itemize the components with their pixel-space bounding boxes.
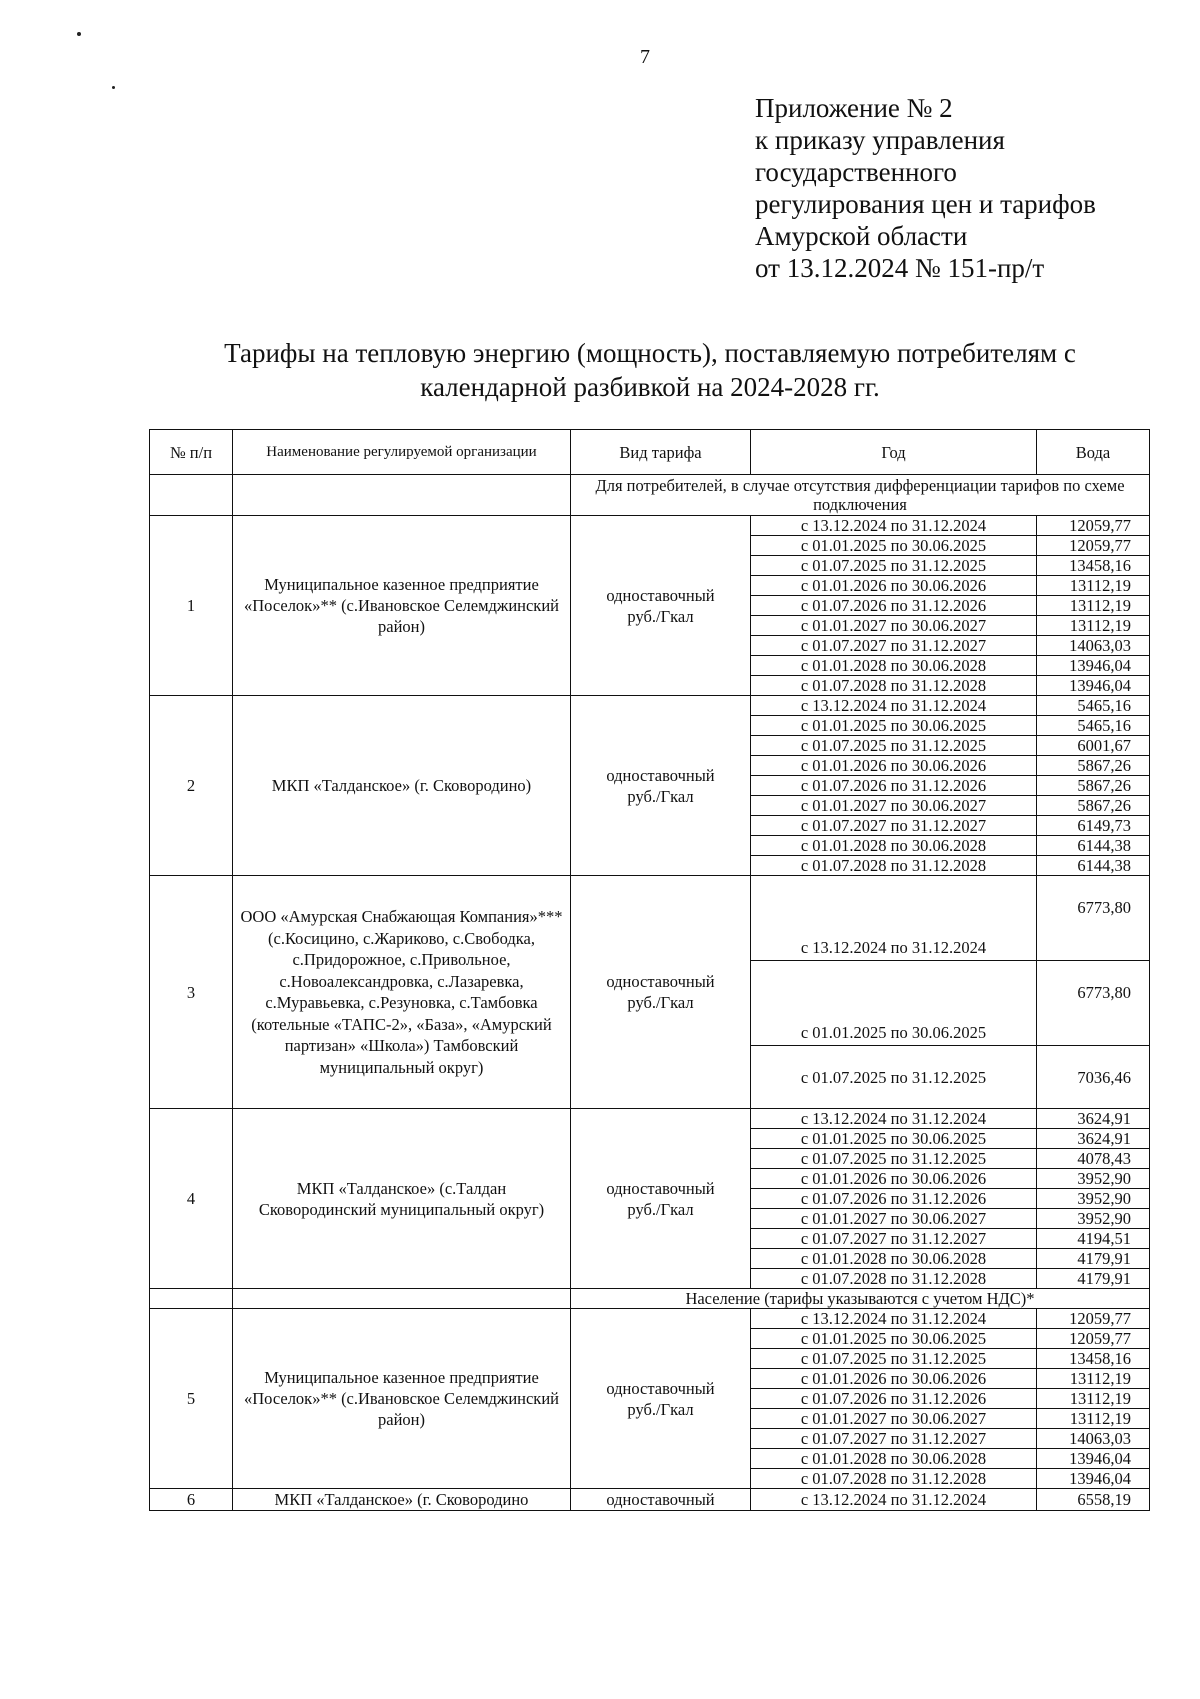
period-cell: с 01.01.2026 по 30.06.2026 [751,1369,1037,1389]
period-cell: с 01.01.2025 по 30.06.2025 [751,961,1037,1046]
tariff-table [149,429,1150,1511]
water-tariff-cell: 13946,04 [1037,656,1150,676]
water-tariff-cell: 13458,16 [1037,556,1150,576]
period-cell: с 13.12.2024 по 31.12.2024 [751,516,1037,536]
title-line: Тарифы на тепловую энергию (мощность), поставляемую потребителям с [224,338,1076,368]
water-tariff-cell: 13112,19 [1037,1389,1150,1409]
table-row [150,876,1150,961]
scan-speck [77,32,81,36]
water-tariff-cell: 4179,91 [1037,1249,1150,1269]
table-row [150,696,1150,716]
water-tariff-cell: 6144,38 [1037,856,1150,876]
table-row [150,516,1150,536]
water-tariff-cell: 5465,16 [1037,696,1150,716]
water-tariff-cell: 7036,46 [1037,1046,1150,1109]
title-line: календарной разбивкой на 2024-2028 гг. [420,372,880,402]
water-tariff-cell: 14063,03 [1037,636,1150,656]
appendix-line: к приказу управления [755,125,1005,155]
period-cell: с 01.01.2026 по 30.06.2026 [751,756,1037,776]
period-cell: с 01.07.2026 по 31.12.2026 [751,1189,1037,1209]
period-cell: с 01.07.2025 по 31.12.2025 [751,1046,1037,1109]
tariff-kind-label: одноставочный [606,1178,715,1198]
row-number-cell: 1 [150,516,233,696]
row-number-cell: 5 [150,1309,233,1489]
organization-cell: Муниципальное казенное предприятие «Поселок»** (с.Ивановское Селемджинский район) [233,1309,571,1489]
water-tariff-cell: 12059,77 [1037,1329,1150,1349]
water-tariff-cell: 13112,19 [1037,576,1150,596]
scan-speck [112,86,115,89]
period-cell: с 01.07.2026 по 31.12.2026 [751,596,1037,616]
tariff-kind-label: одноставочный [606,585,715,605]
period-cell: с 01.01.2028 по 30.06.2028 [751,656,1037,676]
tariff-kind-cell [571,516,751,696]
water-tariff-cell: 12059,77 [1037,536,1150,556]
period-cell: с 01.07.2025 по 31.12.2025 [751,1149,1037,1169]
section-label-general: Для потребителей, в случае отсутствия дифференциации тарифов по схеме подключения [571,475,1150,516]
water-tariff-cell: 13946,04 [1037,1469,1150,1489]
water-tariff-cell: 6149,73 [1037,816,1150,836]
period-cell: с 01.01.2026 по 30.06.2026 [751,1169,1037,1189]
appendix-line: государственного [755,157,957,187]
period-cell: с 01.01.2025 по 30.06.2025 [751,536,1037,556]
water-tariff-cell: 5465,16 [1037,716,1150,736]
water-tariff-cell: 12059,77 [1037,1309,1150,1329]
period-cell: с 13.12.2024 по 31.12.2024 [751,696,1037,716]
period-cell: с 01.07.2025 по 31.12.2025 [751,736,1037,756]
section-label-population: Население (тарифы указываются с учетом НДС)* [571,1289,1150,1309]
period-cell: с 01.07.2027 по 31.12.2027 [751,636,1037,656]
period-cell: с 01.01.2027 по 30.06.2027 [751,796,1037,816]
period-cell: с 01.07.2027 по 31.12.2027 [751,1429,1037,1449]
tariff-kind-cell [571,876,751,1109]
header-tariff-type: Вид тарифа [571,430,751,475]
water-tariff-cell: 3952,90 [1037,1169,1150,1189]
period-cell: с 01.07.2025 по 31.12.2025 [751,556,1037,576]
table-header-row [150,430,1150,475]
appendix-line: от 13.12.2024 № 151-пр/т [755,253,1045,283]
tariff-unit-label: руб./Гкал [627,1399,694,1419]
water-tariff-cell: 6001,67 [1037,736,1150,756]
period-cell: с 01.07.2028 по 31.12.2028 [751,1269,1037,1289]
water-tariff-cell: 13458,16 [1037,1349,1150,1369]
water-tariff-cell: 6773,80 [1037,876,1150,961]
period-cell: с 01.01.2028 по 30.06.2028 [751,836,1037,856]
tariff-unit-label: руб./Гкал [627,993,694,1012]
section-row [150,1289,1150,1309]
tariff-unit-label: руб./Гкал [627,786,694,806]
tariff-kind-cell [571,696,751,876]
water-tariff-cell: 13112,19 [1037,1409,1150,1429]
empty-cell [233,1289,571,1309]
organization-cell: МКП «Талданское» (с.Талдан Сковородинский муниципальный округ) [233,1109,571,1289]
page-number: 7 [640,46,650,68]
header-org: Наименование регулируемой организации [233,430,571,475]
period-cell: с 01.07.2028 по 31.12.2028 [751,676,1037,696]
empty-cell [150,1289,233,1309]
period-cell: с 01.01.2025 по 30.06.2025 [751,716,1037,736]
tariff-kind-cell [571,1489,751,1511]
period-cell: с 13.12.2024 по 31.12.2024 [751,876,1037,961]
header-num: № п/п [150,430,233,475]
water-tariff-cell: 5867,26 [1037,776,1150,796]
appendix-line: Амурской области [755,221,968,251]
period-cell: с 13.12.2024 по 31.12.2024 [751,1309,1037,1329]
document-title [150,336,1150,404]
period-cell: с 01.07.2025 по 31.12.2025 [751,1349,1037,1369]
tariff-kind-label: одноставочный [606,765,715,785]
period-cell: с 13.12.2024 по 31.12.2024 [751,1489,1037,1511]
water-tariff-cell: 3952,90 [1037,1209,1150,1229]
appendix-line: регулирования цен и тарифов [755,189,1096,219]
period-cell: с 01.07.2028 по 31.12.2028 [751,856,1037,876]
organization-cell: Муниципальное казенное предприятие «Поселок»** (с.Ивановское Селемджинский район) [233,516,571,696]
row-number-cell: 2 [150,696,233,876]
tariff-unit-label: руб./Гкал [627,606,694,626]
tariff-kind-cell [571,1309,751,1489]
appendix-line: Приложение № 2 [755,93,953,123]
water-tariff-cell: 6144,38 [1037,836,1150,856]
period-cell: с 01.07.2026 по 31.12.2026 [751,1389,1037,1409]
water-tariff-cell: 13946,04 [1037,1449,1150,1469]
water-tariff-cell: 13112,19 [1037,616,1150,636]
water-tariff-cell: 13112,19 [1037,596,1150,616]
tariff-unit-label: руб./Гкал [627,1199,694,1219]
period-cell: с 01.01.2028 по 30.06.2028 [751,1449,1037,1469]
period-cell: с 01.01.2026 по 30.06.2026 [751,576,1037,596]
tariff-kind-label: одноставочный [606,1490,715,1509]
period-cell: с 01.07.2027 по 31.12.2027 [751,1229,1037,1249]
water-tariff-cell: 4078,43 [1037,1149,1150,1169]
water-tariff-cell: 3952,90 [1037,1189,1150,1209]
water-tariff-cell: 3624,91 [1037,1109,1150,1129]
header-water: Вода [1037,430,1150,475]
water-tariff-cell: 14063,03 [1037,1429,1150,1449]
water-tariff-cell: 12059,77 [1037,516,1150,536]
period-cell: с 01.01.2027 по 30.06.2027 [751,1209,1037,1229]
tariff-kind-label: одноставочный [606,972,715,991]
section-row [150,475,1150,516]
period-cell: с 01.01.2027 по 30.06.2027 [751,616,1037,636]
organization-cell: МКП «Талданское» (г. Сковородино) [233,696,571,876]
table-row [150,1309,1150,1329]
empty-cell [150,475,233,516]
organization-cell: ООО «Амурская Снабжающая Компания»*** (с.Косицино, с.Жариково, с.Свободка, с.Придорожное, с.Привольное, с.Новоалександровка, с.Лазаревка, с.Муравьевка, с.Резуновка, с.Тамбовка (котельные «ТАПС-2», «База», «Амурский партизан» «Школа») Тамбовский муниципальный округ) [233,876,571,1109]
water-tariff-cell: 13112,19 [1037,1369,1150,1389]
row-number-cell: 6 [150,1489,233,1511]
water-tariff-cell: 3624,91 [1037,1129,1150,1149]
water-tariff-cell: 6773,80 [1037,961,1150,1046]
period-cell: с 01.01.2025 по 30.06.2025 [751,1329,1037,1349]
tariff-kind-label: одноставочный [606,1378,715,1398]
tariff-kind-cell [571,1109,751,1289]
period-cell: с 01.01.2027 по 30.06.2027 [751,1409,1037,1429]
row-number-cell: 4 [150,1109,233,1289]
empty-cell [233,475,571,516]
organization-cell: МКП «Талданское» (г. Сковородино [233,1489,571,1511]
row-number-cell: 3 [150,876,233,1109]
period-cell: с 01.01.2025 по 30.06.2025 [751,1129,1037,1149]
period-cell: с 13.12.2024 по 31.12.2024 [751,1109,1037,1129]
water-tariff-cell: 6558,19 [1037,1489,1150,1511]
appendix-block [755,92,1096,284]
header-year: Год [751,430,1037,475]
table-row [150,1489,1150,1511]
water-tariff-cell: 5867,26 [1037,796,1150,816]
water-tariff-cell: 5867,26 [1037,756,1150,776]
period-cell: с 01.07.2027 по 31.12.2027 [751,816,1037,836]
period-cell: с 01.07.2026 по 31.12.2026 [751,776,1037,796]
period-cell: с 01.01.2028 по 30.06.2028 [751,1249,1037,1269]
water-tariff-cell: 4194,51 [1037,1229,1150,1249]
water-tariff-cell: 13946,04 [1037,676,1150,696]
water-tariff-cell: 4179,91 [1037,1269,1150,1289]
period-cell: с 01.07.2028 по 31.12.2028 [751,1469,1037,1489]
table-row [150,1109,1150,1129]
table-body [150,475,1150,1511]
